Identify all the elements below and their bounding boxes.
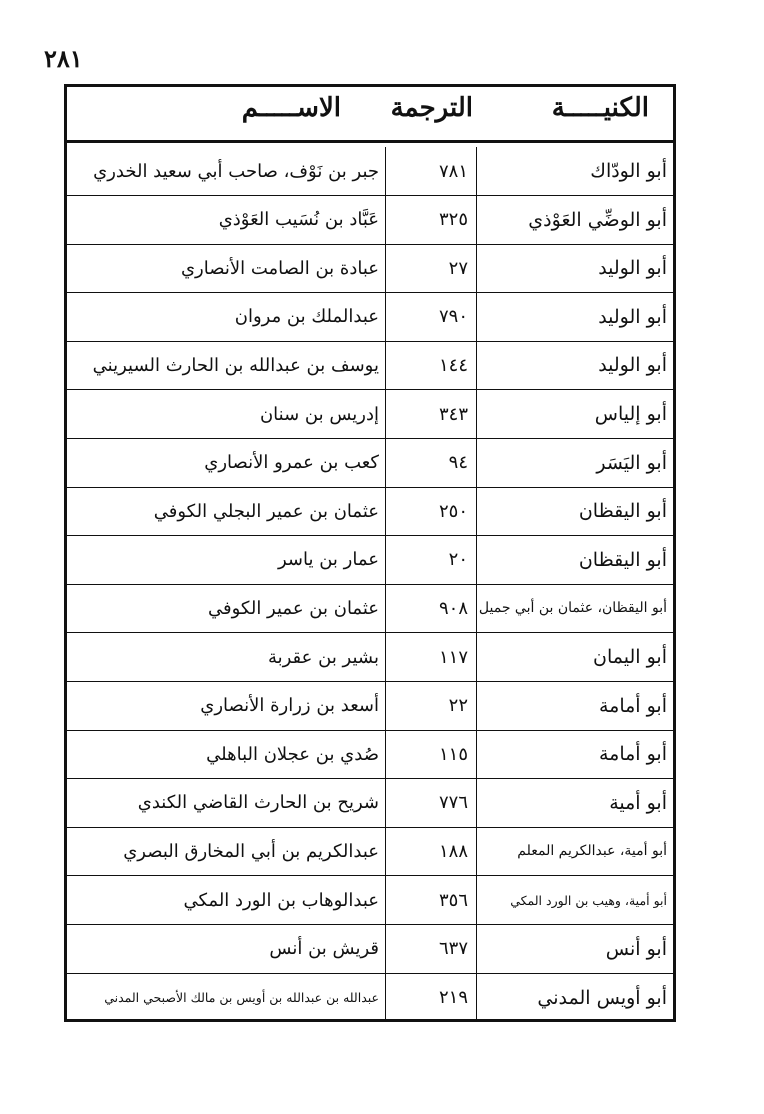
kunya-cell: أبو أويس المدني [537, 986, 667, 1009]
table-row [67, 584, 673, 633]
tarjama-number-cell: ٣٢٥ [385, 196, 477, 244]
ism-cell: عَبَّاد بن نُسَيب العَوْذي [218, 209, 379, 231]
tarjama-number-cell: ٦٣٧ [385, 925, 477, 973]
header-ism: الاســـــم [241, 93, 341, 123]
tarjama-number-cell: ٩٠٨ [385, 584, 477, 632]
ism-cell: عمار بن ياسر [278, 549, 379, 571]
table-row [67, 244, 673, 293]
kunya-cell: أبو الوليد [598, 305, 667, 328]
table-row [67, 827, 673, 876]
tarjama-number-cell: ٧٨١ [385, 147, 477, 195]
ism-cell: أسعد بن زرارة الأنصاري [200, 695, 379, 717]
table-row [67, 876, 673, 925]
kunya-cell: أبو اليمان [593, 646, 667, 668]
tarjama-number-cell: ٣٤٣ [385, 390, 477, 438]
tarjama-number-cell: ٢٧ [385, 244, 477, 292]
ism-cell: كعب بن عمرو الأنصاري [204, 452, 379, 474]
kunya-cell: أبو اليقظان [578, 548, 667, 571]
tarjama-number-cell: ١٤٤ [385, 341, 477, 389]
ism-cell: بشير بن عقربة [267, 646, 379, 668]
kunya-cell: أبو أمامة [598, 743, 667, 766]
kunya-cell: أبو الوضِّي العَوْذي [528, 208, 667, 231]
kunya-cell: أبو إلياس [594, 403, 667, 425]
table-row [67, 341, 673, 390]
tarjama-number-cell: ٣٥٦ [385, 876, 477, 924]
tarjama-number-cell: ١١٥ [385, 730, 477, 778]
kunya-cell: أبو الوليد [598, 354, 667, 377]
kunya-cell: أبو الوليد [598, 257, 667, 280]
table-row [67, 439, 673, 488]
kunya-cell: أبو اليَسَر [596, 451, 667, 474]
kunya-cell: أبو أمامة [598, 694, 667, 717]
ism-cell: عبدالملك بن مروان [234, 306, 379, 328]
ism-cell: عبدالله بن عبدالله بن أويس بن مالك الأصبحي المدني [104, 990, 379, 1006]
tarjama-number-cell: ٧٩٠ [385, 293, 477, 341]
ism-cell: إدريس بن سنان [259, 403, 379, 425]
kunya-cell: أبو أمية، عبدالكريم المعلم [517, 843, 667, 860]
ism-cell: عبدالكريم بن أبي المخارق البصري [123, 840, 379, 862]
kunya-cell: أبو اليقظان، عثمان بن أبي جميل [478, 600, 667, 617]
ism-cell: عبدالوهاب بن الورد المكي [183, 889, 379, 911]
table-row [67, 487, 673, 536]
table-row [67, 536, 673, 585]
kunya-cell: أبو أنس [605, 937, 667, 960]
page-number: ٢٨١ [44, 44, 83, 73]
header-kunya: الكنيـــــة [551, 93, 649, 123]
tarjama-number-cell: ٢١٩ [385, 973, 477, 1022]
ism-cell: قريش بن أنس [269, 938, 379, 960]
table-row [67, 973, 673, 1022]
table-row [67, 682, 673, 731]
table-row [67, 633, 673, 682]
kunya-cell: أبو الودّاك [590, 160, 667, 182]
table-row [67, 390, 673, 439]
ism-cell: يوسف بن عبدالله بن الحارث السيريني [92, 354, 379, 376]
table-row [67, 147, 673, 196]
ism-cell: شريح بن الحارث القاضي الكندي [137, 792, 379, 814]
tarjama-number-cell: ٢٢ [385, 682, 477, 730]
table-header [67, 87, 673, 143]
kunya-index-table [64, 84, 676, 1022]
table-row [67, 730, 673, 779]
table-row [67, 196, 673, 245]
table-row [67, 925, 673, 974]
header-tarjama: الترجمة [390, 93, 473, 123]
ism-cell: عثمان بن عمير البجلي الكوفي [153, 500, 379, 522]
kunya-cell: أبو اليقظان [578, 500, 667, 523]
tarjama-number-cell: ٩٤ [385, 439, 477, 487]
tarjama-number-cell: ١٨٨ [385, 827, 477, 875]
tarjama-number-cell: ٧٧٦ [385, 779, 477, 827]
kunya-cell: أبو أمية، وهيب بن الورد المكي [510, 892, 667, 908]
ism-cell: صُدي بن عجلان الباهلي [206, 743, 379, 765]
ism-cell: جبر بن نَوْف، صاحب أبي سعيد الخدري [93, 160, 379, 182]
tarjama-number-cell: ٢٠ [385, 536, 477, 584]
tarjama-number-cell: ١١٧ [385, 633, 477, 681]
ism-cell: عثمان بن عمير الكوفي [208, 597, 379, 619]
ism-cell: عبادة بن الصامت الأنصاري [180, 257, 379, 279]
kunya-cell: أبو أمية [609, 791, 667, 814]
table-row [67, 293, 673, 342]
table-row [67, 779, 673, 828]
tarjama-number-cell: ٢٥٠ [385, 487, 477, 535]
